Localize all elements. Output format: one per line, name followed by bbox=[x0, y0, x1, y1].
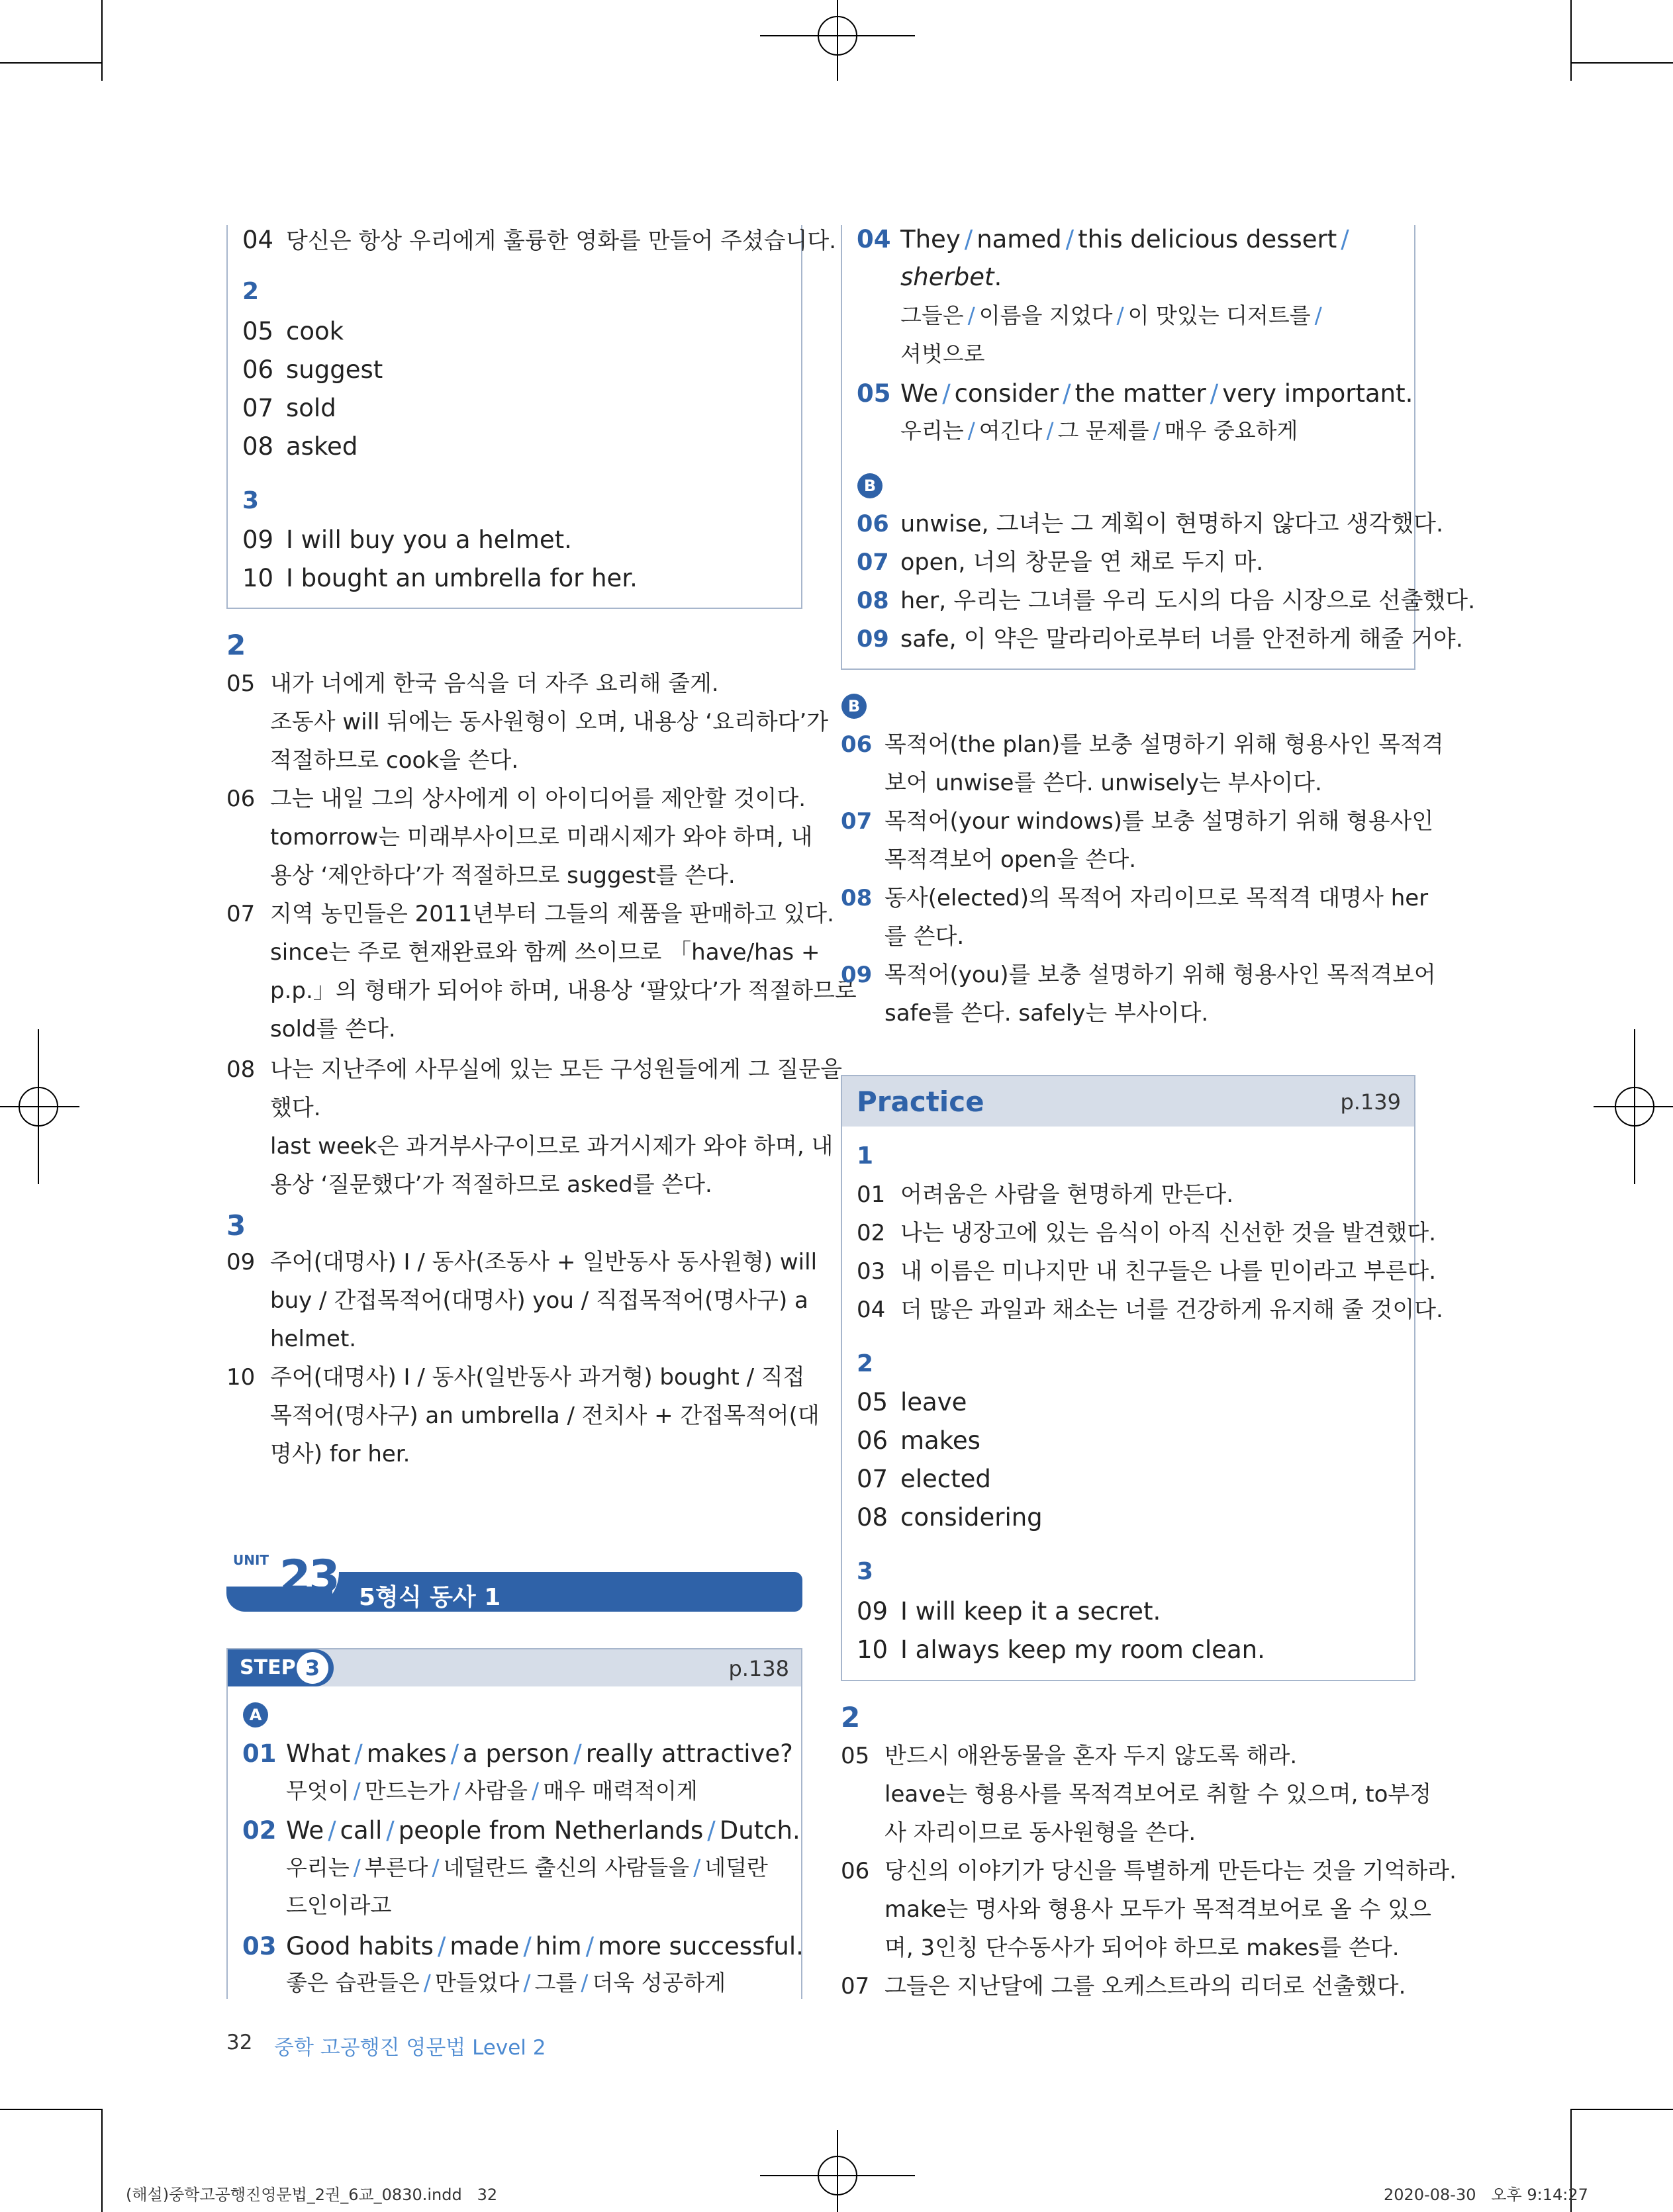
registration-mark bbox=[1594, 1106, 1673, 1107]
item-number: 06 bbox=[226, 786, 256, 812]
item-number: 05 bbox=[226, 670, 256, 697]
answer-line: 04 더 많은 과일과 채소는 너를 건강하게 유지해 줄 것이다. bbox=[857, 1297, 1443, 1323]
section-number: 2 bbox=[857, 1350, 874, 1377]
practice-header bbox=[842, 1076, 1414, 1127]
slug-date: 2020-08-30 오후 9:14:27 bbox=[1384, 2186, 1588, 2204]
answer-text: cook bbox=[286, 317, 344, 346]
section-badge-b: B bbox=[841, 694, 867, 719]
answer-line: 06 unwise, 그녀는 그 계획이 현명하지 않다고 생각했다. bbox=[857, 511, 1444, 537]
item-number: 07 bbox=[242, 394, 274, 422]
item-number: 06 bbox=[242, 355, 274, 384]
item-number: 09 bbox=[242, 526, 274, 554]
section-heading: 3 bbox=[226, 1209, 246, 1242]
crop-mark bbox=[101, 2109, 103, 2212]
item-number: 08 bbox=[242, 432, 274, 461]
answer-line: 08 considering bbox=[857, 1503, 1043, 1532]
explanation-text: 주어(대명사) I / 동사(조동사 + 일반동사 동사원형) will bbox=[270, 1249, 818, 1275]
step-page: p.138 bbox=[728, 1656, 789, 1681]
item-number: 07 bbox=[226, 901, 256, 927]
answer-line bbox=[242, 312, 344, 351]
explanation-text: p.p.」의 형태가 되어야 하며, 내용상 ‘팔았다’가 적절하므로 bbox=[270, 978, 857, 1004]
explanation-text: 주어(대명사) I / 동사(일반동사 과거형) bought / 직접 bbox=[270, 1364, 805, 1391]
explanation-text: helmet. bbox=[270, 1326, 357, 1352]
explanation-text: 용상 ‘제안하다’가 적절하므로 suggest를 쓴다. bbox=[270, 862, 736, 889]
answer-line bbox=[242, 428, 358, 466]
section-number: 3 bbox=[857, 1558, 874, 1585]
explanation-text: 명사) for her. bbox=[270, 1441, 410, 1467]
answer-line bbox=[242, 389, 336, 428]
explanation-text: tomorrow는 미래부사이므로 미래시제가 와야 하며, 내 bbox=[270, 824, 813, 851]
answer-line: 03 내 이름은 미나지만 내 친구들은 나를 민이라고 부른다. bbox=[857, 1258, 1437, 1285]
explanation-text: sold를 쓴다. bbox=[270, 1016, 396, 1042]
crop-mark bbox=[0, 62, 103, 64]
explanation-text: 지역 농민들은 2011년부터 그들의 제품을 판매하고 있다. bbox=[270, 901, 834, 927]
crop-mark bbox=[1570, 2109, 1673, 2110]
answer-line: 01 어려움은 사람을 현명하게 만든다. bbox=[857, 1181, 1234, 1208]
explanation-text: 했다. bbox=[270, 1095, 321, 1121]
explanation-text: 그는 내일 그의 상사에게 이 아이디어를 제안할 것이다. bbox=[270, 786, 806, 812]
answer-line: 06 makes bbox=[857, 1426, 980, 1455]
unit-banner bbox=[226, 1552, 802, 1612]
item-number: 05 bbox=[242, 317, 274, 346]
item-number: 10 bbox=[242, 564, 274, 592]
unit-number: 23 bbox=[279, 1551, 338, 1603]
book-title: 중학 고공행진 영문법 Level 2 bbox=[274, 2036, 546, 2060]
step-header bbox=[228, 1649, 801, 1686]
answer-text: 당신은 항상 우리에게 훌륭한 영화를 만들어 주셨습니다. bbox=[286, 228, 837, 254]
answer-line bbox=[242, 221, 836, 260]
answer-line: 07 elected bbox=[857, 1465, 991, 1493]
explanation-text: 적절하므로 cook을 쓴다. bbox=[270, 747, 519, 774]
unit-title: 5형식 동사 1 bbox=[359, 1584, 501, 1611]
practice-box bbox=[841, 1075, 1415, 1681]
explanation-text: 나는 지난주에 사무실에 있는 모든 구성원들에게 그 질문을 bbox=[270, 1056, 842, 1083]
explanation-text: 내가 너에게 한국 음식을 더 자주 요리해 줄게. bbox=[270, 670, 719, 697]
registration-mark bbox=[837, 2130, 838, 2212]
section-number: 1 bbox=[857, 1142, 874, 1170]
item-number: 09 bbox=[226, 1249, 256, 1275]
registration-mark bbox=[38, 1029, 39, 1184]
section-badge-b: B bbox=[857, 473, 883, 498]
explanation-text: 목적어(명사구) an umbrella / 전치사 + 간접목적어(대 bbox=[270, 1403, 820, 1429]
section-badge-a: A bbox=[243, 1702, 268, 1728]
unit-label: UNIT bbox=[233, 1552, 269, 1568]
section-heading: 2 bbox=[841, 1701, 861, 1733]
section-heading: 2 bbox=[226, 629, 246, 661]
page-number: 32 bbox=[226, 2031, 253, 2054]
section-number: 3 bbox=[242, 487, 260, 514]
answer-line: 02 나는 냉장고에 있는 음식이 아직 신선한 것을 발견했다. bbox=[857, 1220, 1437, 1246]
answer-line: 05 leave bbox=[857, 1388, 967, 1416]
crop-mark bbox=[101, 0, 103, 81]
explanation-text: buy / 간접목적어(대명사) you / 직접목적어(명사구) a bbox=[270, 1287, 808, 1314]
explanation-text: 조동사 will 뒤에는 동사원형이 오며, 내용상 ‘요리하다’가 bbox=[270, 709, 829, 735]
registration-mark bbox=[1634, 1029, 1635, 1184]
explanation-text: 용상 ‘질문했다’가 적절하므로 asked를 쓴다. bbox=[270, 1172, 712, 1198]
crop-mark bbox=[1570, 62, 1673, 64]
answer-line bbox=[242, 559, 638, 598]
crop-mark bbox=[1570, 0, 1572, 81]
answer-text: sold bbox=[286, 394, 336, 422]
item-number: 10 bbox=[226, 1364, 256, 1391]
step-label: STEP bbox=[240, 1656, 296, 1679]
answer-text: I will buy you a helmet. bbox=[286, 526, 572, 554]
explanation-text: last week은 과거부사구이므로 과거시제가 와야 하며, 내 bbox=[270, 1133, 834, 1160]
answer-line: 09 safe, 이 약은 말라리아로부터 너를 안전하게 해줄 거야. bbox=[857, 626, 1463, 653]
answer-line: 08 her, 우리는 그녀를 우리 도시의 다음 시장으로 선출했다. bbox=[857, 588, 1476, 614]
answer-text: suggest bbox=[286, 355, 383, 384]
explanation-text: since는 주로 현재완료와 함께 쓰이므로 「have/has + bbox=[270, 939, 820, 966]
answer-line bbox=[242, 351, 383, 389]
practice-title: Practice bbox=[857, 1085, 984, 1118]
item-number: 04 bbox=[242, 226, 274, 254]
answer-text: I bought an umbrella for her. bbox=[286, 564, 638, 592]
step-number: 3 bbox=[297, 1652, 328, 1684]
answer-line: 09 I will keep it a secret. bbox=[857, 1597, 1161, 1626]
answer-text: asked bbox=[286, 432, 358, 461]
section-number: 2 bbox=[242, 278, 260, 305]
crop-mark bbox=[0, 2109, 103, 2110]
registration-mark bbox=[0, 1106, 79, 1107]
answer-line: 10 I always keep my room clean. bbox=[857, 1636, 1265, 1664]
answer-line bbox=[242, 521, 572, 559]
practice-page: p.139 bbox=[1340, 1089, 1401, 1115]
answer-line: 07 open, 너의 창문을 연 채로 두지 마. bbox=[857, 549, 1264, 576]
registration-mark bbox=[837, 0, 838, 81]
slug-filename: (해설)중학고공행진영문법_2권_6교_0830.indd 32 bbox=[126, 2186, 498, 2204]
item-number: 08 bbox=[226, 1056, 256, 1083]
